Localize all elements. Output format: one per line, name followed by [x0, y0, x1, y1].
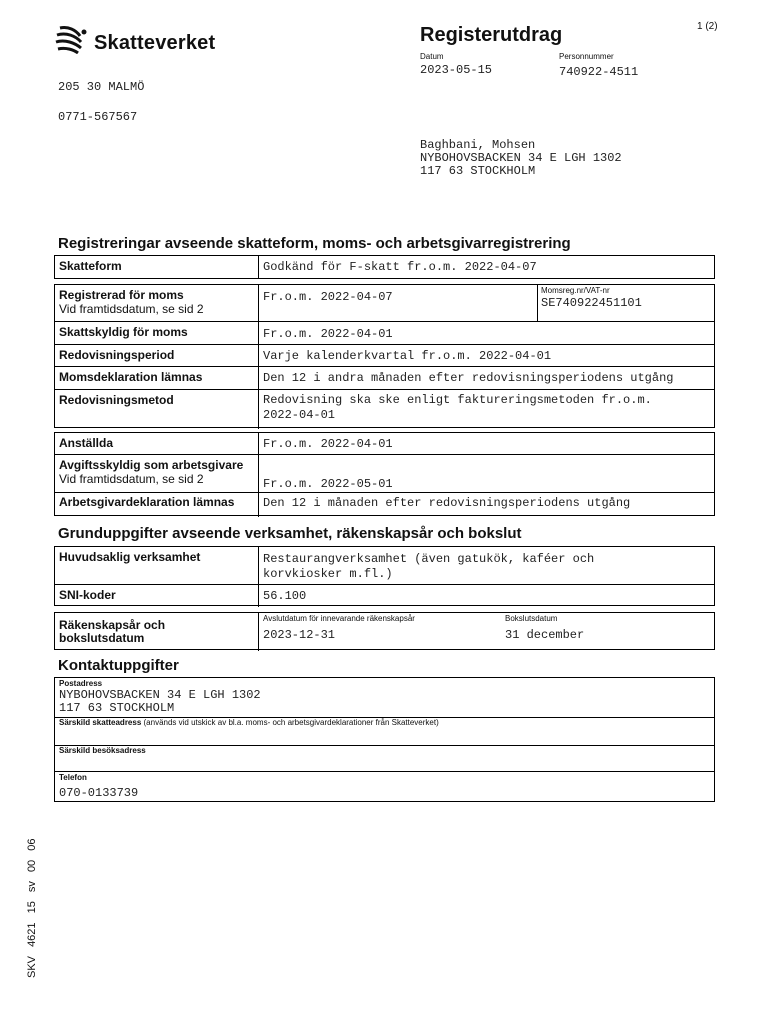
avgift-label: Avgiftsskyldig som arbetsgivare Vid framtidsdatum, se sid 2 — [59, 458, 244, 486]
date-label: Datum — [420, 52, 444, 61]
skatteadress-note: (används vid utskick av bl.a. moms- och arbetsgivardeklarationer från Skatteverket) — [143, 718, 439, 727]
bokslut-label: Bokslutsdatum — [505, 614, 558, 623]
skatteform-value: Godkänd för F-skatt fr.o.m. 2022-04-07 — [263, 260, 537, 274]
crown-swirl-icon — [54, 24, 88, 54]
besoksadress-label: Särskild besöksadress — [59, 746, 146, 755]
personnummer-value: 740922-4511 — [559, 65, 639, 79]
bokslut-value: 31 december — [505, 628, 585, 642]
telefon-value: 070-0133739 — [59, 786, 139, 800]
moms-reg-value: Fr.o.m. 2022-04-07 — [263, 290, 393, 304]
sender-city: 205 30 MALMÖ — [58, 80, 145, 94]
rakenskapsar-label: Räkenskapsår och bokslutsdatum — [59, 618, 166, 645]
skatteadress-label: Särskild skatteadress — [59, 718, 142, 727]
arbetsgivare-table — [54, 432, 715, 516]
recipient-name: Baghbani, Mohsen — [420, 138, 536, 152]
anstallda-value: Fr.o.m. 2022-04-01 — [263, 437, 393, 451]
skatteform-table — [54, 255, 715, 279]
moms-reg-label: Registrerad för moms Vid framtidsdatum, se sid 2 — [59, 288, 204, 316]
section-grunduppgifter-heading: Grunduppgifter avseende verksamhet, räkenskapsår och bokslut — [58, 525, 522, 542]
verksamhet-table — [54, 546, 715, 606]
momsdekl-label: Momsdeklaration lämnas — [59, 370, 203, 384]
telefon-label: Telefon — [59, 773, 87, 782]
momsdekl-value: Den 12 i andra månaden efter redovisningsperiodens utgång — [263, 371, 674, 385]
avslut-value: 2023-12-31 — [263, 628, 336, 642]
date-value: 2023-05-15 — [420, 63, 493, 77]
skatteform-label: Skatteform — [59, 259, 122, 273]
metod-label: Redovisningsmetod — [59, 393, 174, 407]
moms-reg-sub: Vid framtidsdatum, se sid 2 — [59, 302, 204, 316]
postadress-line2: 117 63 STOCKHOLM — [59, 701, 175, 715]
anstallda-label: Anställda — [59, 436, 114, 450]
recipient-street: NYBOHOVSBACKEN 34 E LGH 1302 — [420, 151, 622, 165]
section-kontakt-heading: Kontaktuppgifter — [58, 657, 179, 674]
logo-text: Skatteverket — [94, 32, 216, 54]
period-value: Varje kalenderkvartal fr.o.m. 2022-04-01 — [263, 349, 552, 363]
moms-skyldig-value: Fr.o.m. 2022-04-01 — [263, 327, 393, 341]
page-number: 1 (2) — [697, 21, 718, 32]
moms-table — [54, 284, 715, 428]
vat-label: Momsreg.nr/VAT-nr — [541, 286, 610, 295]
sender-phone: 0771-567567 — [58, 110, 138, 124]
period-label: Redovisningsperiod — [59, 348, 175, 362]
moms-skyldig-label: Skattskyldig för moms — [59, 325, 188, 339]
metod-value-line2: 2022-04-01 — [263, 408, 336, 422]
postadress-label: Postadress — [59, 679, 103, 688]
personnummer-label: Personnummer — [559, 52, 614, 61]
verksamhet-label: Huvudsaklig verksamhet — [59, 550, 201, 564]
metod-value-line1: Redovisning ska ske enligt faktureringsmetoden fr.o.m. — [263, 393, 652, 407]
verksamhet-value-line1: Restaurangverksamhet (även gatukök, kaféer och — [263, 552, 595, 566]
vat-value: SE740922451101 — [541, 296, 642, 310]
kontakt-table — [54, 677, 715, 802]
sni-value: 56.100 — [263, 589, 307, 603]
form-code: SKV 4621 15 sv 00 06 — [26, 838, 38, 978]
rakenskapsar-table — [54, 612, 715, 650]
sni-label: SNI-koder — [59, 588, 116, 602]
recipient-postal: 117 63 STOCKHOLM — [420, 164, 536, 178]
section-registreringar-heading: Registreringar avseende skatteform, moms- och arbetsgivarregistrering — [58, 235, 571, 252]
avgift-sub: Vid framtidsdatum, se sid 2 — [59, 472, 204, 486]
avslut-label: Avslutdatum för innevarande räkenskapsår — [263, 614, 415, 623]
verksamhet-value-line2: korvkiosker m.fl.) — [263, 567, 393, 581]
document-title: Registerutdrag — [420, 24, 563, 46]
skatteadress-row — [59, 718, 439, 727]
skatteverket-logo — [54, 24, 234, 58]
agd-label: Arbetsgivardeklaration lämnas — [59, 495, 235, 509]
agd-value: Den 12 i månaden efter redovisningsperiodens utgång — [263, 496, 631, 510]
avgift-value: Fr.o.m. 2022-05-01 — [263, 477, 393, 491]
postadress-line1: NYBOHOVSBACKEN 34 E LGH 1302 — [59, 688, 261, 702]
